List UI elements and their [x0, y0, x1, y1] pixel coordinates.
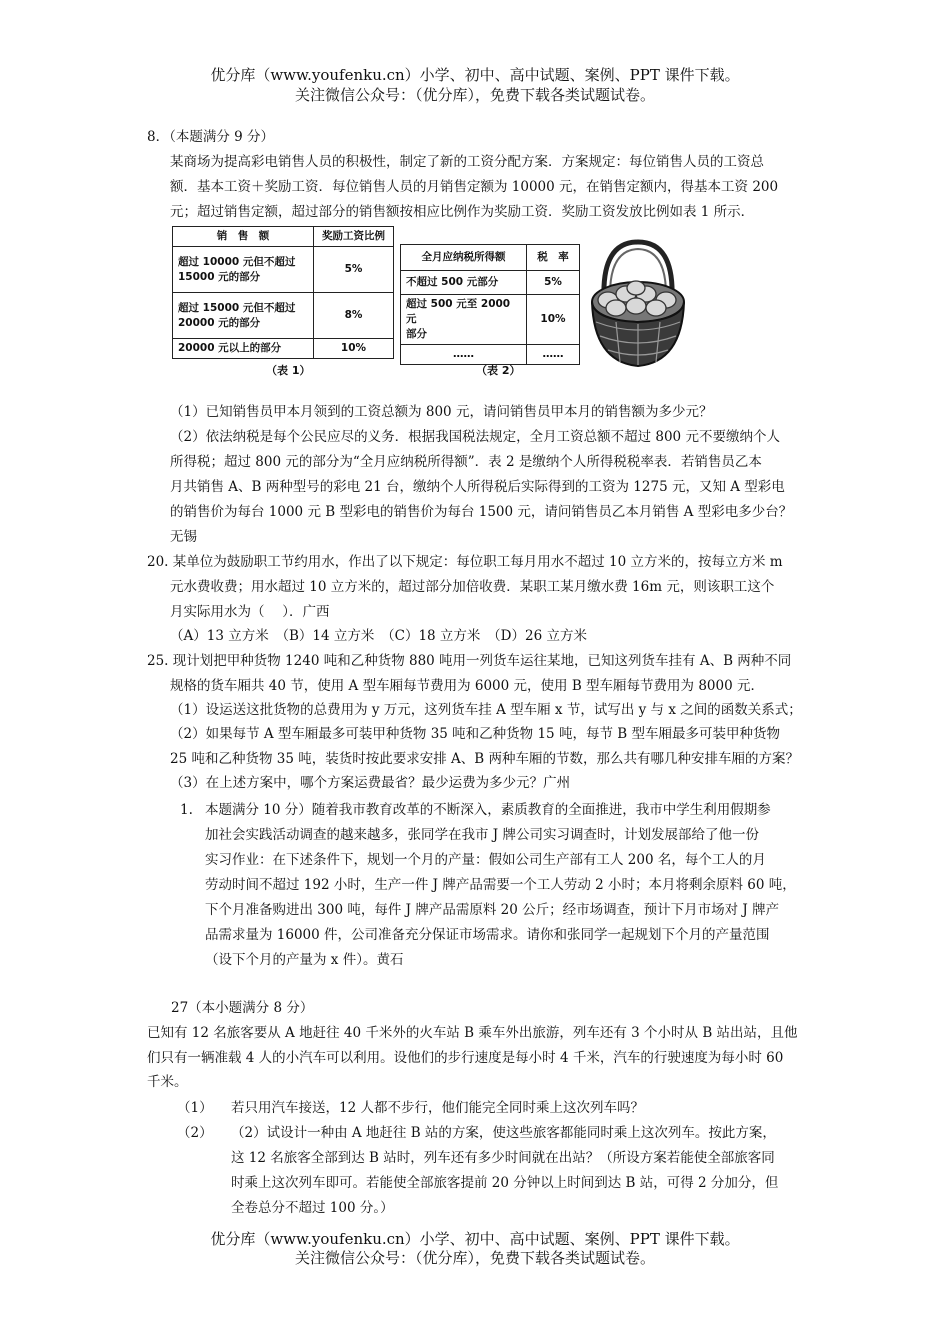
q25-sub-question-3: （3）在上述方案中，哪个方案运费最省？最少运费为多少元？广州	[170, 775, 571, 791]
table1-row-value: 8%	[314, 293, 394, 339]
q25-line: 25. 现计划把甲种货物 1240 吨和乙种货物 880 吨用一列货车运往某地，已知这列货车挂有 A、B 两种不同	[147, 653, 792, 669]
table2-caption: （表 2）	[476, 364, 521, 377]
table2-header-rate: 税 率	[527, 245, 580, 271]
q8-sub-question-2: 所得税；超过 800 元的部分为“全月应纳税所得额”．表 2 是缴纳个人所得税税率表．若销售员乙本	[170, 454, 762, 470]
table2-row-label: 超过 500 元至 2000 元 部分	[401, 295, 527, 345]
q27-sub-number-2: （2）	[177, 1125, 213, 1141]
q1-line: 实习作业：在下述条件下，规划一个月的产量：假如公司生产部有工人 200 名，每个工人的月	[205, 852, 766, 868]
q1-number: 1.	[180, 802, 193, 818]
footer-line-2: 关注微信公众号：（优分库），免费下载各类试题试卷。	[294, 1249, 655, 1267]
table1-header-ratio: 奖励工资比例	[314, 227, 394, 247]
table2-row-label: 不超过 500 元部分	[401, 271, 527, 295]
q20-line: 20. 某单位为鼓励职工节约用水，作出了以下规定：每位职工每月用水不超过 10 立方米的，按每立方米 m	[147, 554, 783, 570]
q1-line: 品需求量为 16000 件，公司准备充分保证市场需求。请你和张同学一起规划下个月的产量范围	[205, 927, 770, 943]
q8-sub-question-2: （2）依法纳税是每个公民应尽的义务．根据我国税法规定，全月工资总额不超过 800 元不要缴纳个人	[170, 429, 780, 445]
q27-line: 已知有 12 名旅客要从 A 地赶往 40 千米外的火车站 B 乘车外出旅游，列车还有 3 个小时从 B 站出站，且他	[147, 1025, 798, 1041]
table2-row-value: ……	[527, 345, 580, 365]
q1-line: 加社会实践活动调查的越来越多，张同学在我市 J 牌公司实习调查时，计划发展部给了他一份	[205, 827, 759, 843]
reward-ratio-table	[172, 226, 394, 359]
q25-sub-question-1: （1）设运送这批货物的总费用为 y 万元，这列货车挂 A 型车厢 x 节，试写出 y 与 x 之间的函数关系式；	[170, 702, 802, 718]
q8-paragraph-line: 元；超过销售定额，超过部分的销售额按相应比例作为奖励工资．奖励工资发放比例如表 1 所示．	[170, 204, 755, 220]
table2-header-income: 全月应纳税所得额	[401, 245, 527, 271]
q25-sub-question-2: （2）如果每节 A 型车厢最多可装甲种货物 35 吨和乙种货物 15 吨，每节 B 型车厢最多可装甲种货物	[170, 726, 780, 742]
q27-sub-question-1: 若只用汽车接送，12 人都不步行，他们能完全同时乘上这次列车吗？	[231, 1100, 644, 1116]
q25-sub-question-2: 25 吨和乙种货物 35 吨，装货时按此要求安排 A、B 两种车厢的节数，那么共有哪几种安排车厢的方案？	[170, 751, 799, 767]
q27-line: 们只有一辆准载 4 人的小汽车可以利用。设他们的步行速度是每小时 4 千米，汽车的行驶速度为每小时 60	[147, 1050, 784, 1066]
table1-header-sales: 销 售 额	[173, 227, 314, 247]
q20-options: （A）13 立方米 （B）14 立方米 （C）18 立方米 （D）26 立方米	[170, 628, 587, 644]
q25-line: 规格的货车厢共 40 节，使用 A 型车厢每节费用为 6000 元，使用 B 型车厢每节费用为 8000 元．	[170, 678, 764, 694]
q8-source: 无锡	[170, 529, 197, 545]
egg-basket-illustration	[586, 236, 690, 372]
q1-line: 本题满分 10 分）随着我市教育改革的不断深入，素质教育的全面推进，我市中学生利用假期参	[205, 802, 771, 818]
header-line-1: 优分库（www.youfenku.cn）小学、初中、高中试题、案例、PPT 课件下载。	[210, 66, 740, 84]
q8-sub-question-2: 月共销售 A、B 两种型号的彩电 21 台，缴纳个人所得税后实际得到的工资为 1275 元，又知 A 型彩电	[170, 479, 785, 495]
q27-sub-question-2: 全卷总分不超过 100 分。）	[231, 1200, 394, 1216]
tax-rate-table	[400, 244, 580, 365]
table2-row-label: ……	[401, 345, 527, 365]
q1-line: 下个月准备购进出 300 吨，每件 J 牌产品需原料 20 公斤；经市场调查，预计下月市场对 J 牌产	[205, 902, 780, 918]
q27-title: 27（本小题满分 8 分）	[171, 1000, 314, 1016]
footer-line-1: 优分库（www.youfenku.cn）小学、初中、高中试题、案例、PPT 课件下载。	[210, 1230, 740, 1248]
table2-row-value: 5%	[527, 271, 580, 295]
q27-sub-question-2: 时乘上这次列车即可。若能使全部旅客提前 20 分钟以上时间到达 B 站，可得 2 分加分，但	[231, 1175, 779, 1191]
header-line-2: 关注微信公众号：（优分库），免费下载各类试题试卷。	[294, 86, 655, 104]
q20-line: 月实际用水为（ ）．广西	[170, 604, 330, 620]
q1-line: （设下个月的产量为 x 件）。黄石	[205, 952, 404, 968]
q27-line: 千米。	[147, 1074, 188, 1090]
table1-row-label: 超过 10000 元但不超过 15000 元的部分	[173, 247, 314, 293]
table1-row-value: 5%	[314, 247, 394, 293]
q8-paragraph-line: 额．基本工资＋奖励工资．每位销售人员的月销售定额为 10000 元，在销售定额内，得基本工资 200	[170, 179, 779, 195]
q27-sub-number-1: （1）	[177, 1100, 213, 1116]
q8-sub-question-2: 的销售价为每台 1000 元 B 型彩电的销售价为每台 1500 元，请问销售员乙本月销售 A 型彩电多少台？	[170, 504, 793, 520]
q1-line: 劳动时间不超过 192 小时，生产一件 J 牌产品需要一个工人劳动 2 小时；本月将剩余原料 60 吨，	[205, 877, 796, 893]
q8-sub-question-1: （1）已知销售员甲本月领到的工资总额为 800 元，请问销售员甲本月的销售额为多少元？	[170, 404, 713, 420]
table2-row-value: 10%	[527, 295, 580, 345]
table1-row-label: 超过 15000 元但不超过 20000 元的部分	[173, 293, 314, 339]
q20-line: 元水费收费；用水超过 10 立方米的，超过部分加倍收费．某职工某月缴水费 16m 元，则该职工这个	[170, 579, 775, 595]
q8-title: 8．（本题满分 9 分）	[147, 129, 275, 145]
q8-paragraph-line: 某商场为提高彩电销售人员的积极性，制定了新的工资分配方案．方案规定：每位销售人员的工资总	[170, 154, 764, 170]
table1-caption: （表 1）	[266, 364, 311, 377]
q27-sub-question-2: 这 12 名旅客全部到达 B 站时，列车还有多少时间就在出站？（所设方案若能使全部旅客同	[231, 1150, 775, 1166]
q27-sub-question-2: （2）试设计一种由 A 地赶往 B 站的方案，使这些旅客都能同时乘上这次列车。按此方案，	[231, 1125, 776, 1141]
table1-row-label: 20000 元以上的部分	[173, 339, 314, 359]
table1-row-value: 10%	[314, 339, 394, 359]
